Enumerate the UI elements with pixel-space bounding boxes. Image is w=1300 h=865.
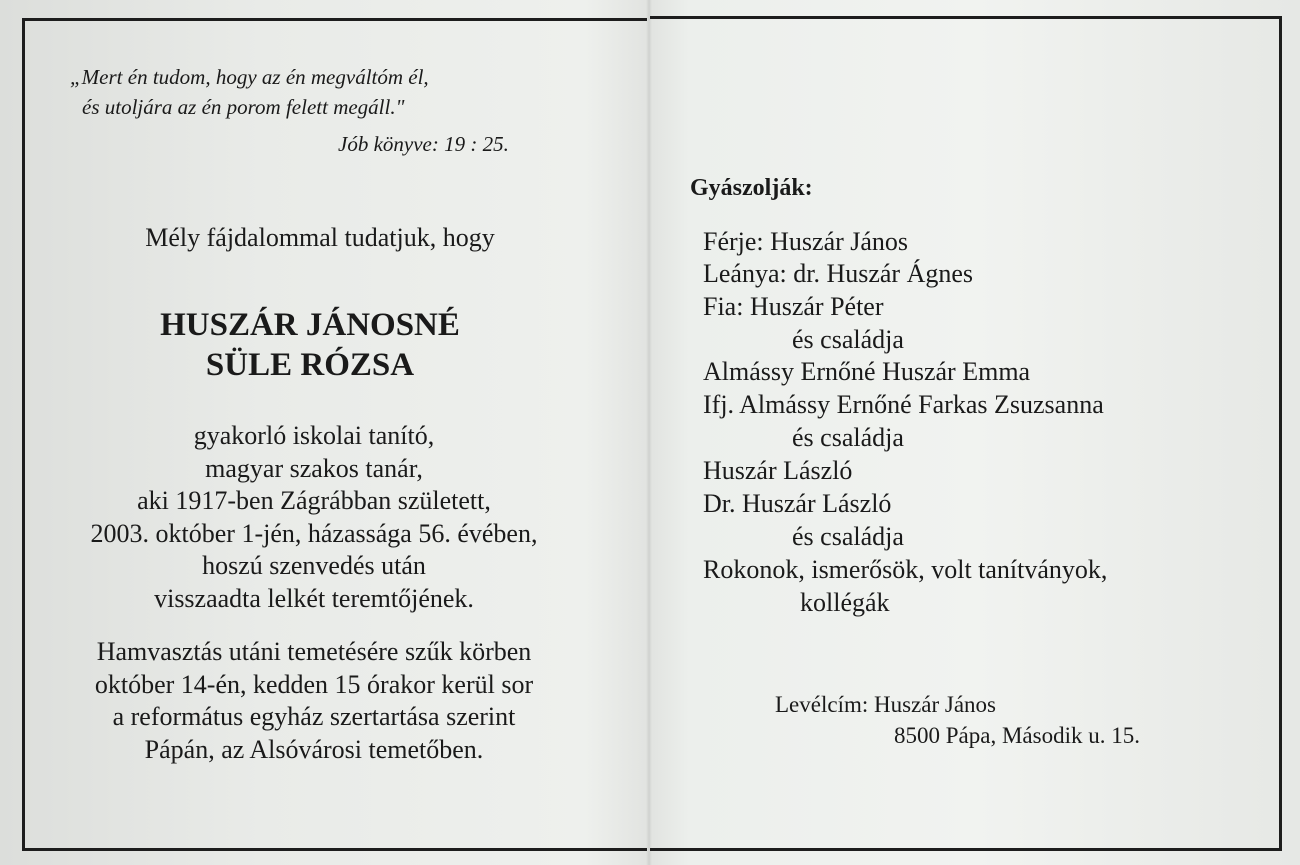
mourner-line: Leánya: dr. Huszár Ágnes bbox=[703, 259, 974, 288]
mourner-line: Ifj. Almássy Ernőné Farkas Zsuzsanna bbox=[703, 390, 1104, 419]
name-line: HUSZÁR JÁNOSNÉ bbox=[160, 307, 460, 343]
bio-line: gyakorló iskolai tanító, bbox=[193, 421, 435, 450]
mourner-line: és családja bbox=[792, 423, 904, 452]
bible-quote bbox=[70, 62, 429, 122]
bio-line: visszaadta lelkét teremtőjének. bbox=[154, 583, 474, 613]
address-line: Levélcím: Huszár János bbox=[775, 692, 996, 717]
mourner-line: Férje: Huszár János bbox=[703, 227, 909, 256]
intro-text: Mély fájdalommal tudatjuk, hogy bbox=[145, 223, 495, 252]
name-line: SÜLE RÓZSA bbox=[205, 347, 415, 383]
mourner-line: Almássy Ernőné Huszár Emma bbox=[703, 357, 1031, 386]
mourner-line: Huszár László bbox=[703, 456, 853, 485]
quote-source: Jób könyve: 19 : 25. bbox=[338, 132, 509, 156]
bio-line: aki 1917-ben Zágrábban született, bbox=[137, 486, 491, 515]
funeral-line: október 14-én, kedden 15 órakor kerül sor bbox=[94, 669, 534, 699]
bio-line: magyar szakos tanár, bbox=[205, 453, 423, 483]
mourner-line: kollégák bbox=[800, 588, 890, 617]
mourner-line: Rokonok, ismerősök, volt tanítványok, bbox=[703, 555, 1108, 584]
address-line: 8500 Pápa, Második u. 15. bbox=[894, 723, 1140, 748]
funeral-line: Pápán, az Alsóvárosi temetőben. bbox=[144, 734, 484, 764]
mourner-line: Dr. Huszár László bbox=[703, 489, 892, 518]
quote-line: „Mert én tudom, hogy az én megváltóm él, bbox=[70, 65, 429, 89]
bio-line: hoszú szenvedés után bbox=[202, 551, 426, 580]
funeral-line: Hamvasztás utáni temetésére szűk körben bbox=[96, 637, 532, 666]
quote-line: és utoljára az én porom felett megáll." bbox=[82, 95, 405, 119]
funeral-line: a református egyház szertartása szerint bbox=[112, 702, 516, 731]
mourner-line: és családja bbox=[792, 522, 904, 551]
deceased-name bbox=[0, 305, 620, 385]
bio-line: 2003. október 1-jén, házassága 56. évében, bbox=[90, 518, 538, 548]
funeral-info bbox=[0, 636, 628, 766]
mourner-line: és családja bbox=[792, 325, 904, 354]
mourner-line: Fia: Huszár Péter bbox=[703, 292, 884, 321]
biography bbox=[0, 420, 628, 615]
mourners-title: Gyászolják: bbox=[690, 175, 813, 201]
